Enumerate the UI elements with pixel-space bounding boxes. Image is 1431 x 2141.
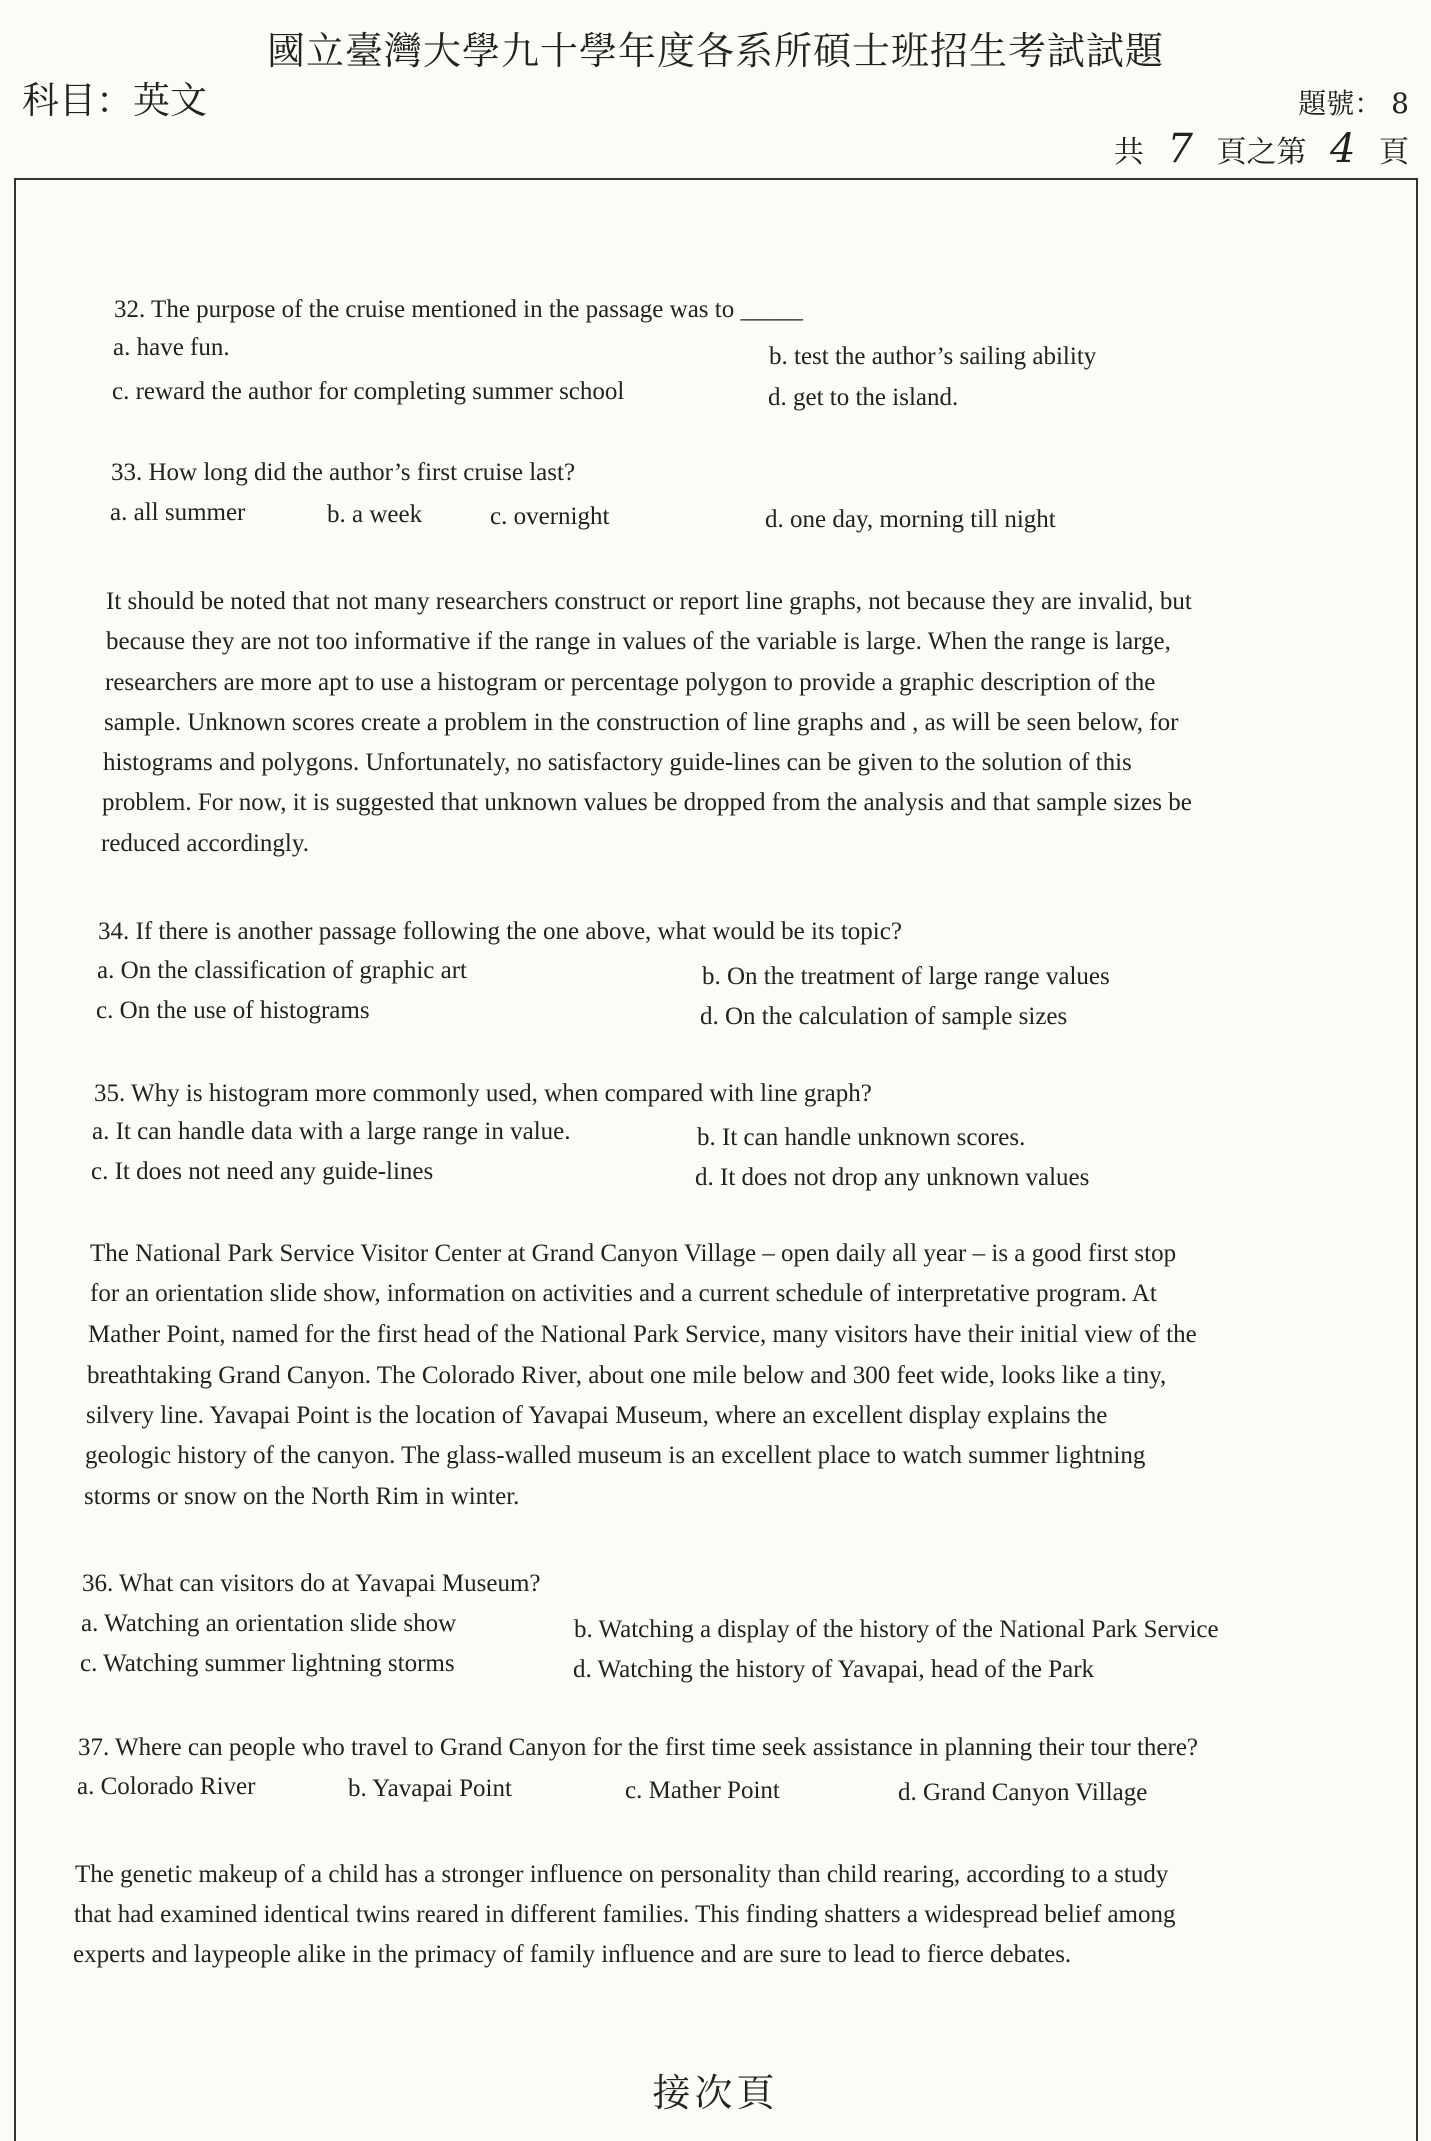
passage2-line: problem. For now, it is suggested that unknown values be dropped from the analysis and that sample sizes be [102,789,1192,816]
q32-option-b: b. test the author’s sailing ability [769,343,1097,370]
passage3-line: silvery line. Yavapai Point is the location of Yavapai Museum, where an excellent display explains the [86,1402,1108,1429]
exam-title: 國立臺灣大學九十學年度各系所碩士班招生考試試題 [266,29,1164,73]
passage4-line: The genetic makeup of a child has a stronger influence on personality than child rearing, according to a study [75,1861,1169,1888]
page-current: 4 [1330,126,1356,172]
question-number-label: 題號： [1298,87,1383,120]
passage2-line: It should be noted that not many researchers construct or report line graphs, not because they are invalid, but [106,588,1192,615]
q36-option-a: a. Watching an orientation slide show [81,1610,457,1637]
q35-option-b: b. It can handle unknown scores. [697,1124,1026,1151]
question-number-value: 8 [1391,87,1409,120]
q34-option-b: b. On the treatment of large range values [702,963,1110,990]
page-total: 7 [1167,126,1193,172]
passage2-line: researchers are more apt to use a histogram or percentage polygon to provide a graphic description of the [105,669,1156,696]
q36-option-d: d. Watching the history of Yavapai, head of the Park [573,1656,1095,1683]
passage3-line: geologic history of the canyon. The glass-walled museum is an excellent place to watch summer lightning [85,1442,1146,1469]
passage2-line: histograms and polygons. Unfortunately, no satisfactory guide-lines can be given to the solution of this [103,749,1132,776]
passage2-line: reduced accordingly. [101,830,309,857]
passage2-line: sample. Unknown scores create a problem in the construction of line graphs and , as will be seen below, for [104,709,1179,736]
page-indicator [1114,126,1409,172]
page-suffix: 頁 [1379,135,1409,170]
q34-option-a: a. On the classification of graphic art [97,957,467,984]
passage3-line: Mather Point, named for the first head of the National Park Service, many visitors have their initial view of the [88,1321,1197,1348]
q37-option-b: b. Yavapai Point [348,1775,512,1802]
page-total-prefix: 共 [1113,135,1144,170]
q34-option-d: d. On the calculation of sample sizes [700,1003,1068,1030]
q35-option-d: d. It does not drop any unknown values [695,1164,1090,1191]
q33-option-a: a. all summer [110,499,246,526]
subject-label: 科目：英文 [22,79,207,122]
q32-option-d: d. get to the island. [768,384,959,411]
q33-option-d: d. one day, morning till night [765,506,1056,533]
q35-option-a: a. It can handle data with a large range in value. [92,1118,571,1145]
q35-option-c: c. It does not need any guide-lines [91,1158,434,1185]
passage4-line: experts and laypeople alike in the primacy of family influence and are sure to lead to fierce debates. [73,1941,1072,1968]
passage3-line: for an orientation slide show, information on activities and a current schedule of interpretative program. At [90,1280,1157,1307]
q37-option-a: a. Colorado River [77,1773,256,1800]
q37-option-d: d. Grand Canyon Village [898,1779,1148,1806]
passage3-line: breathtaking Grand Canyon. The Colorado River, about one mile below and 300 feet wide, looks like a tiny, [87,1362,1167,1389]
q36-option-c: c. Watching summer lightning storms [80,1650,455,1677]
passage4-line: that had examined identical twins reared in different families. This finding shatters a widespread belief among [74,1901,1176,1928]
q37-stem: 37. Where can people who travel to Grand Canyon for the first time seek assistance in planning their tour there? [78,1734,1199,1761]
q32-option-a: a. have fun. [113,334,230,361]
q35-stem: 35. Why is histogram more commonly used, when compared with line graph? [94,1080,872,1107]
q37-option-c: c. Mather Point [625,1777,780,1804]
q36-stem: 36. What can visitors do at Yavapai Museum? [82,1570,541,1597]
page-mid-text: 頁之第 [1216,135,1307,170]
continued-next-page: 接次頁 [652,2071,779,2115]
q33-option-c: c. overnight [490,503,610,530]
q32-stem: 32. The purpose of the cruise mentioned in the passage was to _____ [114,296,803,323]
question-number [1298,82,1409,122]
q34-option-c: c. On the use of histograms [96,997,370,1024]
passage2-line: because they are not too informative if the range in values of the variable is large. When the range is large, [106,628,1171,655]
q34-stem: 34. If there is another passage following the one above, what would be its topic? [98,918,902,945]
passage3-line: storms or snow on the North Rim in winter. [84,1483,520,1510]
q33-option-b: b. a week [327,501,423,528]
q36-option-b: b. Watching a display of the history of the National Park Service [574,1616,1219,1643]
passage3-line: The National Park Service Visitor Center at Grand Canyon Village – open daily all year – is a good first stop [90,1240,1177,1267]
q32-option-c: c. reward the author for completing summer school [112,378,625,405]
q33-stem: 33. How long did the author’s first cruise last? [111,459,576,486]
